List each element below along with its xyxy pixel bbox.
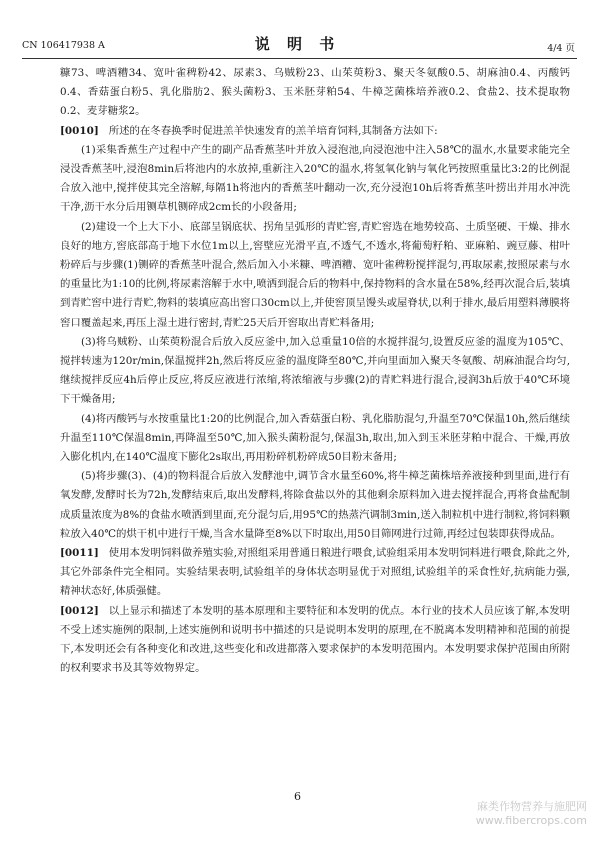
page-info: 4/4 页 [547, 43, 575, 54]
page-header [0, 0, 595, 62]
step-5: (5)将步骤(3)、(4)的物料混合后放入发酵池中,调节含水量至60%,将牛樟芝菌株培养液接种到里面,进行有氧发酵,发酵时长为72h,发酵结束后,取出发酵料,将除食盐以外的其他剩余原料加入进去搅拌混合,再将食盐配制成质量浓度为8%的食盐水喷洒到里面,充分混匀后,用95℃的热蒸汽调制3min,送入制粒机中进行制粒,将饲料颗粒放入40℃的烘干机中进行干燥,当含水量降至8%以下时取出,用50目筛网进行过筛,再经过包装即获得成品。 [60, 470, 570, 540]
step-4: (4)将丙酸钙与水按重量比1:20的比例混合,加入香菇蛋白粉、乳化脂肪混匀,升温至70℃保温10h,然后继续升温至110℃保温8min,再降温至50℃,加入猴头菌粉混匀,保温3h,取出,加入到玉米胚芽粕中混合、干燥,再放入膨化机内,在140℃温度下膨化2s取出,再用粉碎机粉碎成50目粉末备用; [60, 412, 570, 464]
step-1: (1)采集香蕉生产过程中产生的副产品香蕉茎叶并放入浸泡池,向浸泡池中注入58℃的温水,水量要求能完全浸没香蕉茎叶,浸泡8min后将池内的水放掉,重新注入20℃的温水,将氢氧化钠与氧化钙按照重量比3:2的比例混合放入池中,搅拌使其完全溶解,每隔1h将池内的香蕉茎叶翻动一次,充分浸泡10h后将香蕉茎叶捞出并用水冲洗干净,沥干水分后用铡草机铡碎成2cm长的小段备用; [60, 143, 570, 214]
ingredient-list-continued: 糠73、啤酒糟34、宽叶雀稗粉42、尿素3、乌贼粉23、山茱萸粉3、聚天冬氨酸0.5、胡麻油0.4、丙酸钙0.4、香菇蛋白粉5、乳化脂肪2、猴头菌粉3、玉米胚芽粕54、牛樟芝菌株培养液0.2、食盐2、技术提取物0.2、麦芽糖浆2。 [60, 67, 570, 118]
paragraph-number: [0011] [60, 547, 99, 560]
page-number: 6 [294, 790, 301, 803]
step-2: (2)建设一个上大下小、底部呈锅底状、拐角呈弧形的青贮窖,青贮窖选在地势较高、土质坚硬、干燥、排水良好的地方,窖底部高于地下水位1m以上,窖壁应光滑平直,不透气,不透水,将葡萄籽粕、亚麻粕、豌豆藤、柑叶粉碎后与步骤(1)铡碎的香蕉茎叶混合,然后加入小米糠、啤酒糟、宽叶雀稗粉搅拌混匀,再取尿素,按照尿素与水的重量比为1:10的比例,将尿素溶解于水中,喷洒到混合后的物料中,保持物料的含水量在58%,经再次混合后,装填到青贮窖中进行青贮,物料的装填应高出窖口30cm以上,并使窖顶呈馒头或屋脊状,以利于排水,最后用塑料薄膜将窖口覆盖起来,再压上湿土进行密封,青贮25天后开窖取出青贮料备用; [60, 220, 570, 329]
paragraph-text: 以上显示和描述了本发明的基本原理和主要特征和本发明的优点。本行业的技术人员应该了解,本发明不受上述实施例的限制,上述实施例和说明书中描述的只是说明本发明的原理,在不脱离本发明精神和范围的前提下,本发明还会有各种变化和改进,这些变化和改进都落入要求保护的本发明范围内。本发明要求保护范围由所附的权利要求书及其等效物界定。 [60, 604, 570, 675]
paragraph-number: [0012] [60, 604, 99, 617]
paragraph-text: 所述的在冬春换季时促进羔羊快速发育的羔羊培育饲料,其制备方法如下: [108, 124, 438, 137]
document-body [60, 64, 570, 679]
patent-number: CN 106417938 A [22, 40, 105, 51]
document-title: 说 明 书 [254, 35, 341, 53]
paragraph-number: [0010] [60, 124, 99, 137]
step-3: (3)将乌贼粉、山茱萸粉混合后放入反应釜中,加入总重量10倍的水搅拌混匀,设置反应釜的温度为105℃、搅拌转速为120r/min,保温搅拌2h,然后将反应釜的温度降至80℃,并向里面加入聚天冬氨酸、胡麻油混合均匀,继续搅拌反应4h后停止反应,将反应液进行浓缩,将浓缩液与步骤(2)的青贮料进行混合,浸润3h后放于40℃环境下干燥备用; [60, 335, 570, 406]
watermark [476, 800, 587, 828]
paragraph-0010 [60, 122, 570, 141]
header-divider [22, 58, 577, 59]
watermark-site-name: 麻类作物营养与施肥网 [477, 800, 587, 813]
paragraph-text: 使用本发明饲料做养殖实验,对照组采用普通日粮进行喂食,试验组采用本发明饲料进行喂食,除此之外,其它外部条件完全相同。实验结果表明,试验组羊的身体状态明显优于对照组,试验组羊的采食性好,抗病能力强,精神状态好,体质强健。 [60, 547, 570, 598]
paragraph-0012 [60, 602, 570, 679]
paragraph-0011 [60, 544, 570, 602]
watermark-url: www.fibercrops.com [475, 814, 587, 827]
